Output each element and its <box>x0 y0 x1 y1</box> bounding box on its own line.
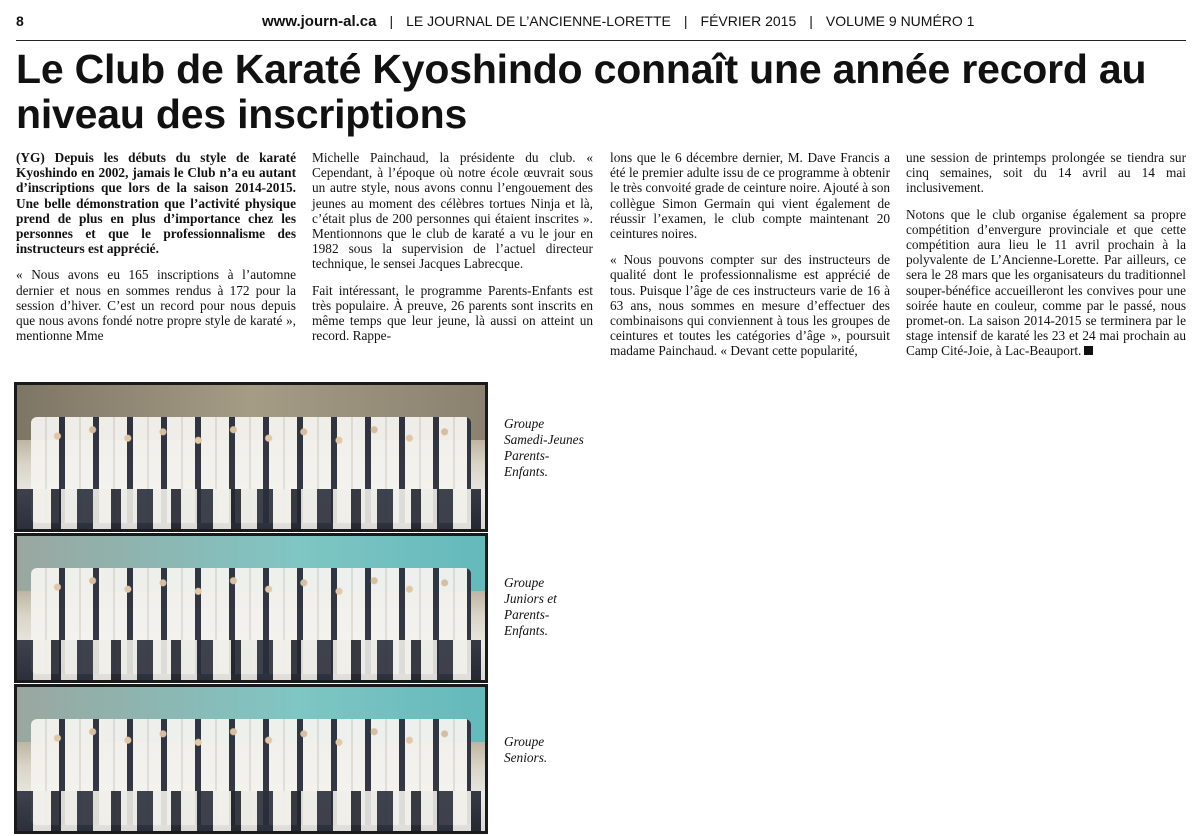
article-lead: (YG) Depuis les débuts du style de karaté Kyoshindo en 2002, jamais le Club n’a eu autant d’inscriptions que lors de la saison 2014-2015. Une belle démonstration que l’activité physique prend de plus en plus d’importance chez les personnes et que le professionnalisme des instructeurs est apprécié. <box>16 150 296 257</box>
article-column-4 <box>906 150 1186 370</box>
header-separator: | <box>683 13 688 29</box>
article-column-1 <box>16 150 296 354</box>
issue-date: FÉVRIER 2015 <box>700 13 797 29</box>
publication-name: LE JOURNAL DE L’ANCIENNE-LORETTE <box>406 13 671 29</box>
header-separator: | <box>389 13 394 29</box>
page-header <box>16 10 1186 36</box>
header-separator: | <box>809 13 813 29</box>
article-full-text <box>0 0 1 1</box>
group-photo-seniors <box>14 684 488 834</box>
article-headline: Le Club de Karaté Kyoshindo connaît une année record au niveau des inscriptions <box>16 46 1147 137</box>
article-paragraph: « Nous avons eu 165 inscriptions à l’automne dernier et nous en sommes rendus à 172 pour la session d’hiver. C’est un record pour nous depuis que nous avons fondé notre propre style de karaté », mentionne Mme <box>16 267 296 344</box>
photo-caption: Groupe Seniors. <box>504 734 548 765</box>
group-photo-samedi-jeunes <box>14 382 488 532</box>
article-paragraph: « Nous pouvons compter sur des instructeurs de qualité dont le professionnalisme est apprécié de tous. Puisque l’âge de ces instructeurs varie de 16 à 63 ans, nous sommes en mesure d’effectuer des combinaisons qui conviennent à tous les groupes de ceintures et toutes les catégories d’âge », poursuit madame Painchaud. « Devant cette popularité, <box>610 252 890 359</box>
website-link[interactable]: www.journ-al.ca <box>262 13 377 30</box>
article-paragraph: une session de printemps prolongée se tiendra sur cinq semaines, soit du 14 avril au 14 mai inclusivement. <box>906 150 1186 196</box>
photo-caption: Groupe Juniors et Parents-Enfants. <box>504 575 557 638</box>
article-column-2 <box>312 150 593 354</box>
group-photo-juniors <box>14 533 488 683</box>
article-paragraph: Notons que le club organise également sa propre compétition d’envergure provinciale et que cette compétition aura lieu le 11 avril prochain à la polyvalente de L’Ancienne-Lorette. Par ailleurs, ce sera le 28 mars que les organisateurs du traditionnel souper-bénéfice accueilleront les convives pour une soirée haute en couleur, comme par le passé, nous promet-on. La saison 2014-2015 se terminera par le stage intensif de karaté les 23 et 24 mai prochain au Camp Cité-Joie, à Lac-Beauport. <box>906 206 1186 359</box>
article-paragraph: lons que le 6 décembre dernier, M. Dave Francis a été le premier adulte issu de ce programme à obtenir le très convoité grade de ceinture noire. Ajouté à son collègue Simon Germain qui vient également de réussir l’examen, le club compte maintenant 20 ceintures noires. <box>610 150 890 242</box>
header-meta <box>262 13 974 30</box>
article-column-3 <box>610 150 890 370</box>
end-of-article-mark <box>1084 346 1093 355</box>
photo-caption: Groupe Samedi-Jeunes Parents-Enfants. <box>504 416 584 479</box>
article-paragraph: Fait intéressant, le programme Parents-Enfants est très populaire. À preuve, 26 parents sont inscrits en même temps que leur jeune, là aussi on atteint un record. Rappe- <box>312 282 593 344</box>
article-paragraph: Michelle Painchaud, la présidente du club. « Cependant, à l’époque où notre école œuvrait sous un autre style, nous avons connu l’engouement des jeunes au moment des célèbres tortues Ninja et là, c’était plus de 200 personnes qui étaient inscrites ». Mentionnons que le club de karaté a vu le jour en 1982 sous la supervision de l’actuel directeur technique, le sensei Jacques Labrecque. <box>312 150 593 272</box>
header-rule <box>16 40 1186 41</box>
page-number: 8 <box>16 13 24 29</box>
issue-volume: VOLUME 9 NUMÉRO 1 <box>825 13 975 29</box>
